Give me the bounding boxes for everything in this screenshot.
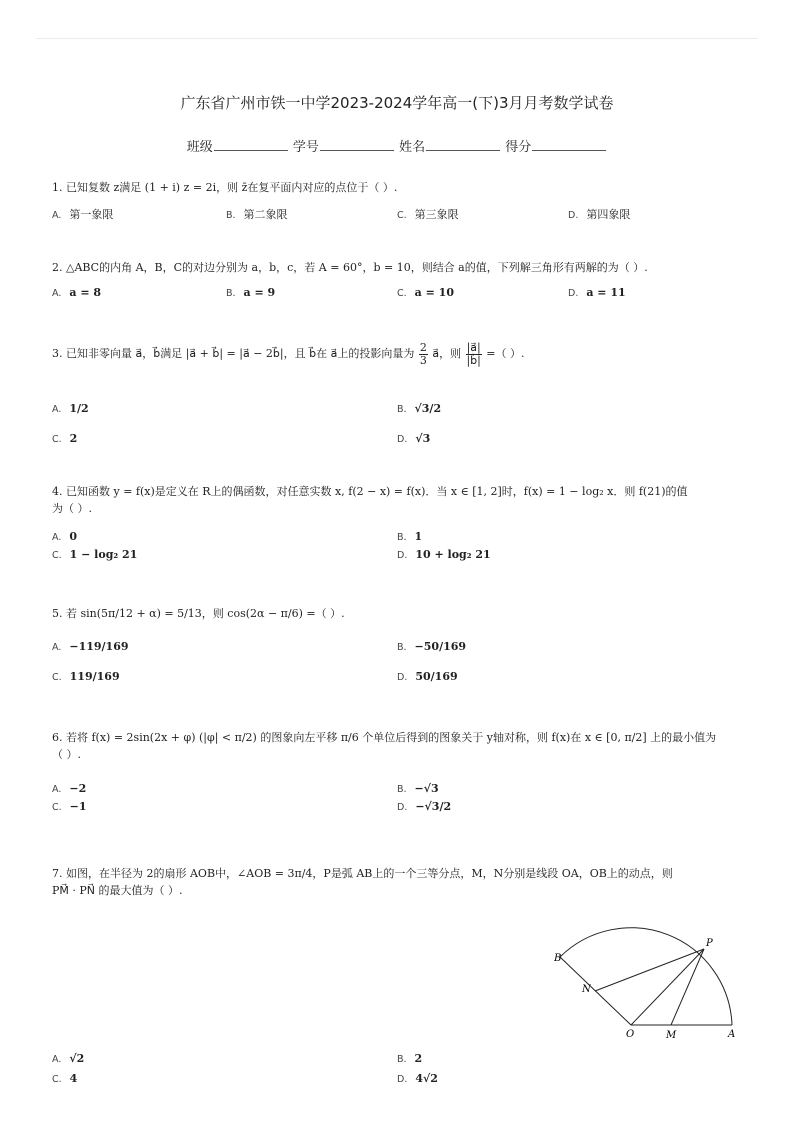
q1-option-c[interactable]: C. 第三象限 [397,208,459,221]
q2-option-c[interactable]: C. a = 10 [397,286,454,299]
q1-option-a[interactable]: A. 第一象限 [52,208,114,221]
question-3-stem: 3. 已知非零向量 a⃗，b⃗满足 |a⃗ + b⃗| = |a⃗ − 2b⃗|，且 b⃗在 a⃗上的投影向量为 $\frac{2}{3}$ a⃗，则 $\frac{|a⃗|}{|b⃗|}$ =（ ）. [52,341,525,367]
question-4-stem: 4. 已知函数 y = f(x)是定义在 R上的偶函数，对任意实数 x, f(2 − x) = f(x)．当 x ∈ [1, 2]时，f(x) = 1 − log₂ x．则 f(21)的值 为（ ）. [52,485,688,515]
q2-option-d[interactable]: D. a = 11 [568,286,626,299]
num-blank[interactable] [320,150,394,151]
score-blank[interactable] [532,150,606,151]
class-label: 班级 [186,140,213,155]
q3-ratio: $\frac{|a⃗|}{|b⃗|}$ [466,341,481,367]
question-5-stem: 5. 若 sin(5π/12 + α) = 5/13，则 cos(2α − π/6) =（ ）. [52,607,345,620]
q4-option-d[interactable]: D. 10 + log₂ 21 [397,548,491,561]
question-2-stem: 2. △ABC的内角 A，B，C的对边分别为 a，b，c，若 A = 60°，b = 10，则结合 a的值，下列解三角形有两解的为（ ）. [52,261,648,274]
label-p: P [706,938,713,949]
question-1-stem: 1. 已知复数 z满足 (1 + i) z = 2i，则 z̄在复平面内对应的点位于（ ）. [52,181,398,194]
score-label: 得分 [505,140,532,155]
q5-option-a[interactable]: A. −119/169 [52,640,129,653]
q4-option-c[interactable]: C. 1 − log₂ 21 [52,548,138,561]
label-o: O [626,1029,635,1040]
q4-option-b[interactable]: B. 1 [397,530,423,543]
q3-option-d[interactable]: D. √3 [397,432,431,445]
q6-option-c[interactable]: C. −1 [52,800,87,813]
q7-option-b[interactable]: B. 2 [397,1052,423,1065]
name-blank[interactable] [426,150,500,151]
q4-option-a[interactable]: A. 0 [52,530,78,543]
label-n: N [582,984,591,995]
q3-option-b[interactable]: B. √3/2 [397,402,442,415]
q2-option-a[interactable]: A. a = 8 [52,286,102,299]
q7-option-a[interactable]: A. √2 [52,1052,85,1065]
q5-option-c[interactable]: C. 119/169 [52,670,120,683]
question-6-stem: 6. 若将 f(x) = 2sin(2x + φ) (|φ| < π/2) 的图象向左平移 π/6 个单位后得到的图象关于 y轴对称，则 f(x)在 x ∈ [0, π/2] 上的最小值为 （ ）. [52,731,717,761]
question-7-stem: 7. 如图，在半径为 2的扇形 AOB中，∠AOB = 3π/4，P是弧 AB上的一个三等分点，M，N分别是线段 OA，OB上的动点，则 PM⃗ · PN⃗ 的最大值为（ ）. [52,867,673,897]
q3-option-c[interactable]: C. 2 [52,432,78,445]
label-b: B [554,953,562,964]
num-label: 学号 [292,140,319,155]
q6-option-d[interactable]: D. −√3/2 [397,800,452,813]
q7-option-d[interactable]: D. 4√2 [397,1072,438,1085]
q3-option-a[interactable]: A. 1/2 [52,402,89,415]
q7-option-c[interactable]: C. 4 [52,1072,78,1085]
top-rule [36,38,758,39]
q6-option-a[interactable]: A. −2 [52,782,87,795]
label-m: M [666,1030,677,1041]
q3-fraction: $\frac{2}{3}$ [419,341,427,367]
student-info [0,136,794,155]
name-label: 姓名 [399,140,426,155]
segment-pm [671,949,704,1025]
q5-option-b[interactable]: B. −50/169 [397,640,467,653]
segment-op [631,949,704,1025]
sector-figure [540,920,750,1045]
q5-option-d[interactable]: D. 50/169 [397,670,458,683]
q2-option-b[interactable]: B. a = 9 [226,286,276,299]
q6-option-b[interactable]: B. −√3 [397,782,439,795]
q1-option-b[interactable]: B. 第二象限 [226,208,288,221]
q1-option-d[interactable]: D. 第四象限 [568,208,631,221]
page-title: 广东省广州市铁一中学2023-2024学年高一(下)3月月考数学试卷 [180,94,614,112]
class-blank[interactable] [214,150,288,151]
segment-pn [595,949,704,991]
label-a: A [728,1029,736,1040]
